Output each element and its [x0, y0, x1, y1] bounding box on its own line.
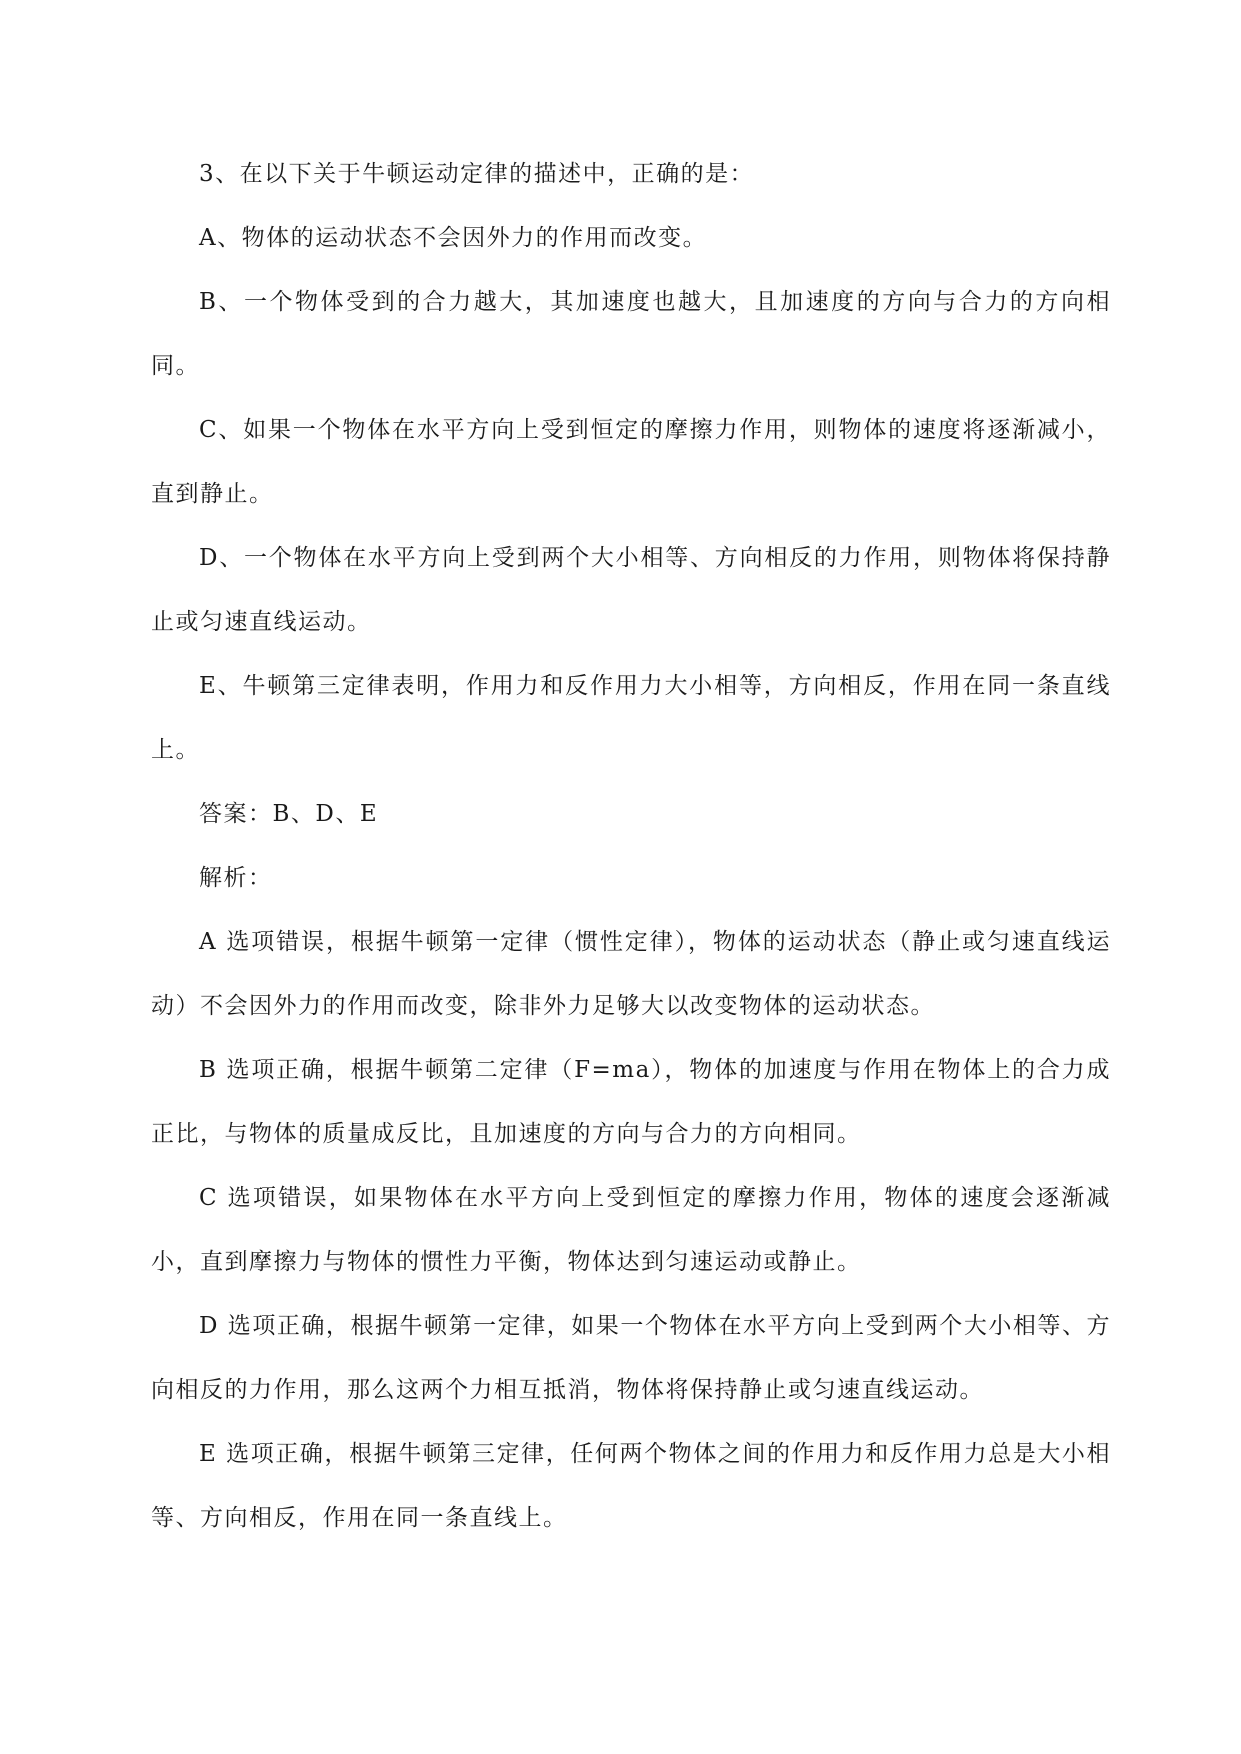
- option-b: B、一个物体受到的合力越大，其加速度也越大，且加速度的方向与合力的方向相同。: [151, 289, 1111, 379]
- analysis-a: A 选项错误，根据牛顿第一定律（惯性定律），物体的运动状态（静止或匀速直线运动）不会因外力的作用而改变，除非外力足够大以改变物体的运动状态。: [151, 929, 1111, 1019]
- option-d: D、一个物体在水平方向上受到两个大小相等、方向相反的力作用，则物体将保持静止或匀速直线运动。: [151, 545, 1111, 635]
- analysis-e: E 选项正确，根据牛顿第三定律，任何两个物体之间的作用力和反作用力总是大小相等、方向相反，作用在同一条直线上。: [151, 1441, 1111, 1531]
- analysis-b: B 选项正确，根据牛顿第二定律（F=ma），物体的加速度与作用在物体上的合力成正比，与物体的质量成反比，且加速度的方向与合力的方向相同。: [151, 1057, 1111, 1147]
- analysis-d: D 选项正确，根据牛顿第一定律，如果一个物体在水平方向上受到两个大小相等、方向相反的力作用，那么这两个力相互抵消，物体将保持静止或匀速直线运动。: [151, 1313, 1111, 1403]
- document-body: [151, 142, 1111, 1550]
- analysis-heading: 解析：: [199, 865, 273, 891]
- option-e: E、牛顿第三定律表明，作用力和反作用力大小相等，方向相反，作用在同一条直线上。: [151, 673, 1111, 763]
- option-a: A、物体的运动状态不会因外力的作用而改变。: [199, 225, 708, 251]
- answer-line: 答案：B、D、E: [199, 801, 379, 827]
- option-c: C、如果一个物体在水平方向上受到恒定的摩擦力作用，则物体的速度将逐渐减小，直到静止。: [151, 417, 1111, 507]
- analysis-c: C 选项错误，如果物体在水平方向上受到恒定的摩擦力作用，物体的速度会逐渐减小，直到摩擦力与物体的惯性力平衡，物体达到匀速运动或静止。: [151, 1185, 1111, 1275]
- question-stem: 3、在以下关于牛顿运动定律的描述中，正确的是：: [199, 161, 755, 187]
